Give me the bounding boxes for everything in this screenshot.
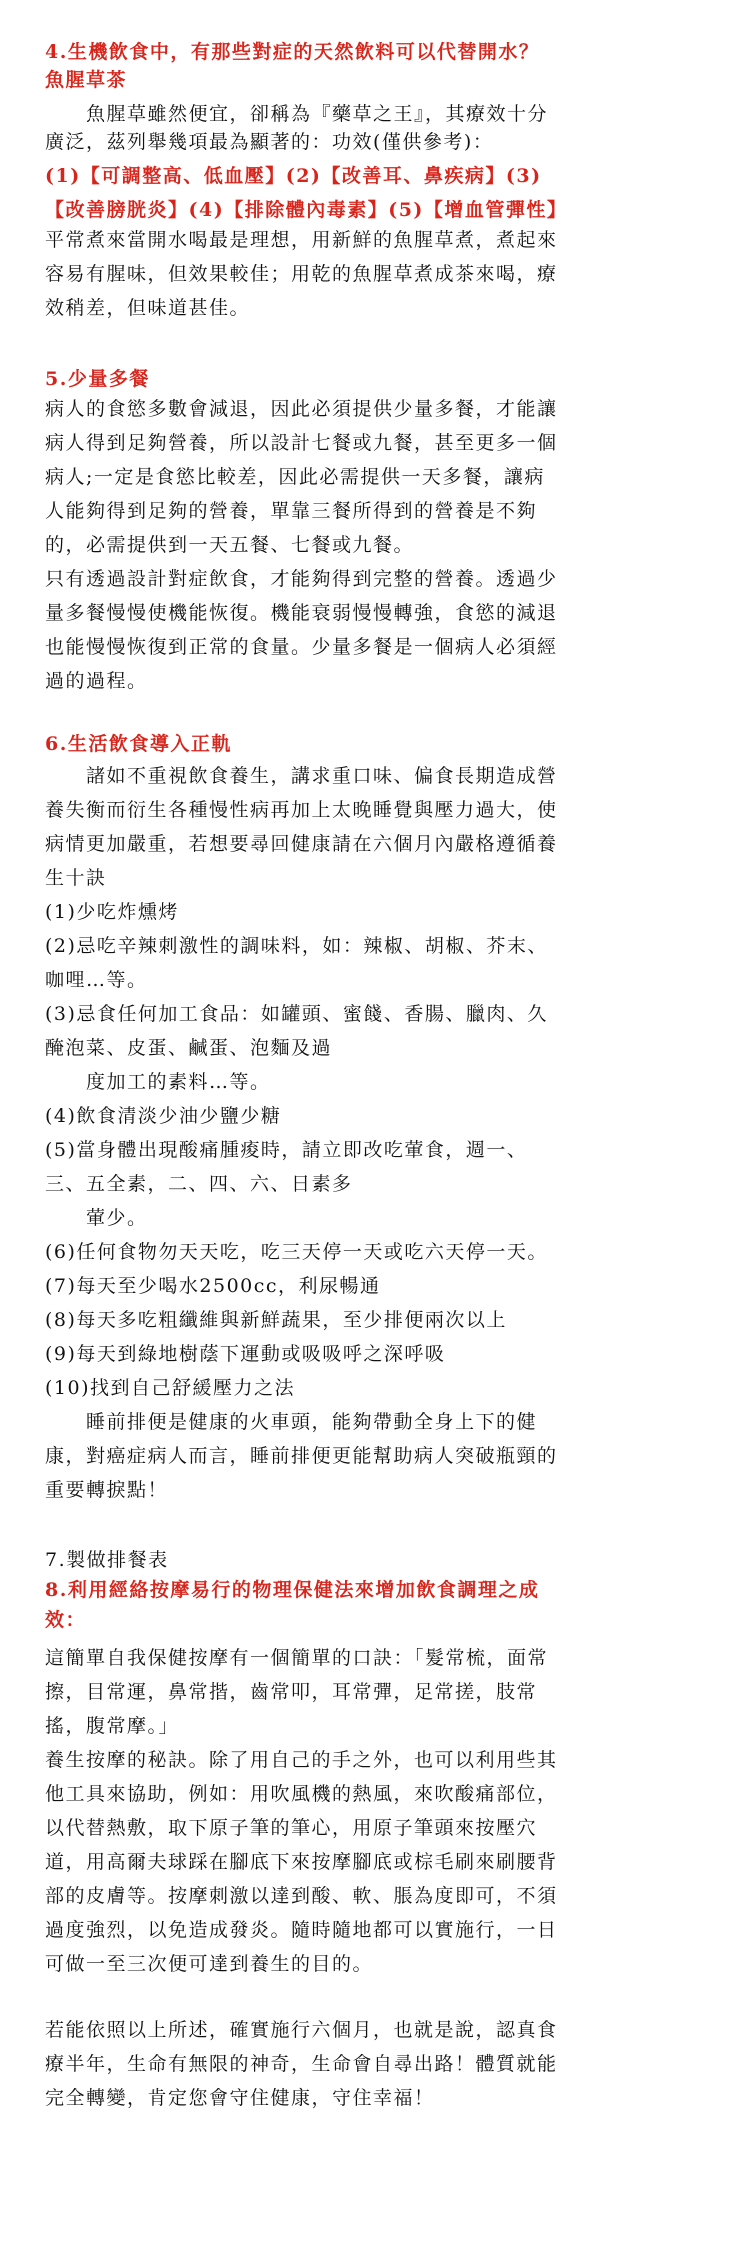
section-4-heading: 4.生機飲食中，有那些對症的天然飲料可以代替開水？ xyxy=(45,41,540,63)
section-4-subheading: 魚腥草茶 xyxy=(45,69,128,91)
section-6-paragraph-line: 生十訣 xyxy=(45,867,107,889)
list-item: 葷少。 xyxy=(45,1207,148,1229)
section-5-paragraph-line: 人能夠得到足夠的營養，單靠三餐所得到的營養是不夠 xyxy=(45,500,538,522)
section-6-paragraph-line: 病情更加嚴重，若想要尋回健康請在六個月內嚴格遵循養 xyxy=(45,833,558,855)
section-4-effects-line: (1)【可調整高、低血壓】(2)【改善耳、鼻疾病】(3) xyxy=(45,165,542,187)
section-8-heading: 8.利用經絡按摩易行的物理保健法來增加飲食調理之成 xyxy=(45,1579,540,1601)
list-item: (3)忌食任何加工食品：如罐頭、蜜餞、香腸、臘肉、久 xyxy=(45,1003,548,1025)
section-5-paragraph-line: 量多餐慢慢使機能恢復。機能衰弱慢慢轉強，食慾的減退 xyxy=(45,602,558,624)
list-item: 度加工的素料…等。 xyxy=(45,1071,271,1093)
section-8-paragraph-line: 搖，腹常摩。」 xyxy=(45,1715,180,1737)
list-item: (10)找到自己舒緩壓力之法 xyxy=(45,1377,296,1399)
section-5-paragraph-line: 也能慢慢恢復到正常的食量。少量多餐是一個病人必須經 xyxy=(45,636,558,658)
list-item: (4)飲食清淡少油少鹽少糖 xyxy=(45,1105,282,1127)
section-6-heading: 6.生活飲食導入正軌 xyxy=(45,733,232,755)
list-item: (8)每天多吃粗纖維與新鮮蔬果，至少排便兩次以上 xyxy=(45,1309,507,1331)
list-item: 三、五全素，二、四、六、日素多 xyxy=(45,1173,353,1195)
list-item: (5)當身體出現酸痛腫痠時，請立即改吃葷食，週一、 xyxy=(45,1139,528,1161)
section-8-paragraph-line: 過度強烈，以免造成發炎。隨時隨地都可以實施行，一日 xyxy=(45,1919,558,1941)
section-5-paragraph-line: 的，必需提供到一天五餐、七餐或九餐。 xyxy=(45,534,415,556)
section-4-effects-line: 【改善膀胱炎】(4)【排除體內毒素】(5)【增血管彈性】 xyxy=(45,199,568,221)
section-4-paragraph-line: 魚腥草雖然便宜，卻稱為『藥草之王』，其療效十分 xyxy=(45,103,549,125)
section-8-paragraph-line: 這簡單自我保健按摩有一個簡單的口訣：「髮常梳，面常 xyxy=(45,1647,549,1669)
section-8-paragraph-line: 養生按摩的秘訣。除了用自己的手之外，也可以利用些其 xyxy=(45,1749,558,1771)
section-8-paragraph-line: 擦，目常運，鼻常揩，齒常叩，耳常彈，足常搓，肢常 xyxy=(45,1681,538,1703)
section-8-paragraph-line: 道，用高爾夫球踩在腳底下來按摩腳底或棕毛刷來刷腰背 xyxy=(45,1851,558,1873)
section-8-paragraph-line: 部的皮膚等。按摩刺激以達到酸、軟、脹為度即可，不須 xyxy=(45,1885,558,1907)
list-item: 醃泡菜、皮蛋、鹹蛋、泡麵及過 xyxy=(45,1037,333,1059)
section-8-paragraph-line: 他工具來協助，例如：用吹風機的熱風，來吹酸痛部位， xyxy=(45,1783,558,1805)
closing-paragraph-line: 療半年，生命有無限的神奇，生命會自尋出路！體質就能 xyxy=(45,2053,558,2075)
list-item: 睡前排便是健康的火車頭，能夠帶動全身上下的健 xyxy=(45,1411,538,1433)
section-4-paragraph-line: 效稍差，但味道甚佳。 xyxy=(45,297,251,319)
list-item: (1)少吃炸燻烤 xyxy=(45,901,179,923)
section-5-paragraph-line: 病人;一定是食慾比較差，因此必需提供一天多餐，讓病 xyxy=(45,466,545,488)
section-5-paragraph-line: 病人的食慾多數會減退，因此必須提供少量多餐，才能讓 xyxy=(45,398,558,420)
section-7-heading: 7.製做排餐表 xyxy=(45,1549,169,1571)
section-8-paragraph-line: 可做一至三次便可達到養生的目的。 xyxy=(45,1953,374,1975)
section-5-paragraph-line: 過的過程。 xyxy=(45,670,148,692)
section-4-paragraph-line: 廣泛，茲列舉幾項最為顯著的：功效(僅供參考)： xyxy=(45,131,494,153)
section-5-paragraph-line: 只有透過設計對症飲食，才能夠得到完整的營養。透過少 xyxy=(45,568,558,590)
list-item: (9)每天到綠地樹蔭下運動或吸吸呼之深呼吸 xyxy=(45,1343,446,1365)
list-item: (2)忌吃辛辣刺激性的調味料，如：辣椒、胡椒、芥末、 xyxy=(45,935,548,957)
section-8-heading-continued: 效： xyxy=(45,1609,87,1631)
section-4-paragraph-line: 平常煮來當開水喝最是理想，用新鮮的魚腥草煮，煮起來 xyxy=(45,229,558,251)
section-5-paragraph-line: 病人得到足夠營養，所以設計七餐或九餐，甚至更多一個 xyxy=(45,432,558,454)
list-item: 重要轉捩點！ xyxy=(45,1479,169,1501)
section-4-paragraph-line: 容易有腥味，但效果較佳；用乾的魚腥草煮成茶來喝，療 xyxy=(45,263,558,285)
section-6-paragraph-line: 諸如不重視飲食養生，講求重口味、偏食長期造成營 xyxy=(45,765,558,787)
section-8-paragraph-line: 以代替熱敷，取下原子筆的筆心，用原子筆頭來按壓穴 xyxy=(45,1817,538,1839)
list-item: (7)每天至少喝水2500cc，利尿暢通 xyxy=(45,1275,381,1297)
list-item: (6)任何食物勿天天吃，吃三天停一天或吃六天停一天。 xyxy=(45,1241,548,1263)
list-item: 咖哩…等。 xyxy=(45,969,148,991)
closing-paragraph-line: 完全轉變，肯定您會守住健康，守住幸福！ xyxy=(45,2087,435,2109)
closing-paragraph-line: 若能依照以上所述，確實施行六個月，也就是說，認真食 xyxy=(45,2019,558,2041)
section-5-heading: 5.少量多餐 xyxy=(45,368,150,390)
section-6-paragraph-line: 養失衡而衍生各種慢性病再加上太晚睡覺與壓力過大，使 xyxy=(45,799,558,821)
list-item: 康，對癌症病人而言，睡前排便更能幫助病人突破瓶頸的 xyxy=(45,1445,558,1467)
